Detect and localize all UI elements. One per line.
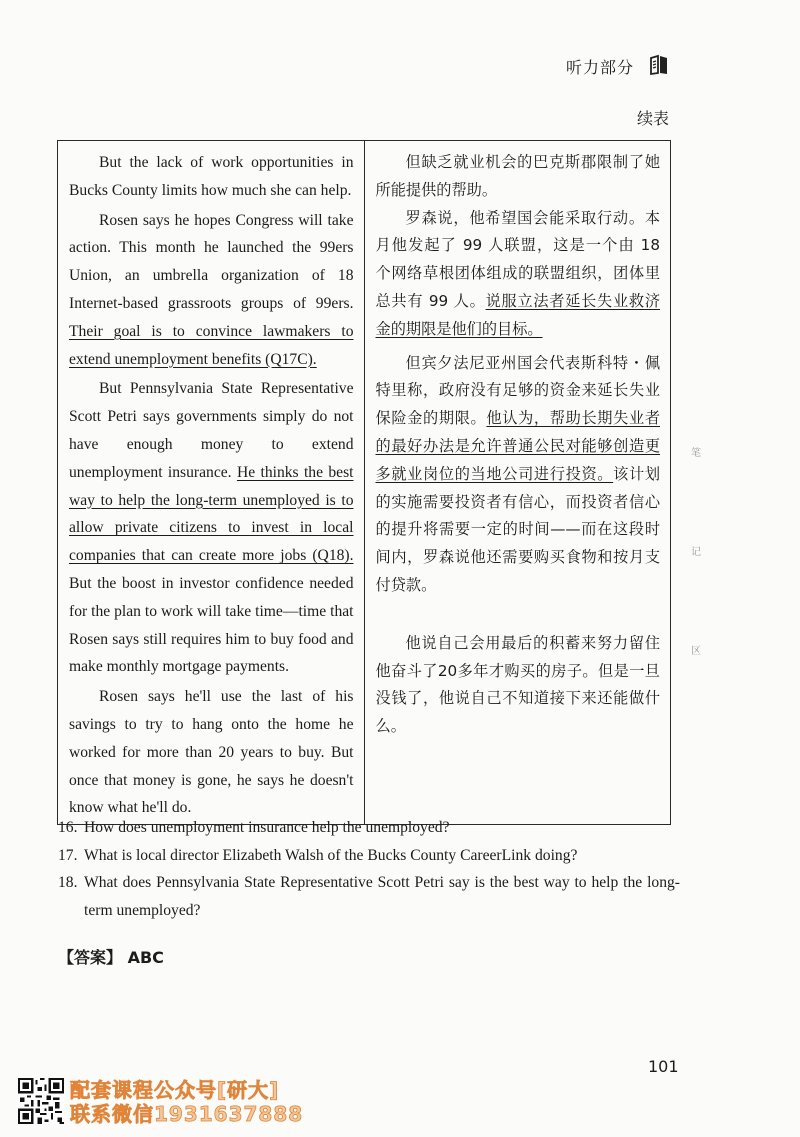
watermark-line-1: 配套课程公众号[研大]	[70, 1078, 280, 1102]
question-list	[58, 814, 680, 924]
watermark-line-2: 联系微信1931637888	[70, 1102, 304, 1126]
chinese-paragraph-3	[376, 350, 661, 600]
chinese-key-sentence-q17: 说服立法者延长失业救济金的期限是他们的目标。	[375, 291, 661, 338]
qr-code-icon	[18, 1078, 64, 1124]
english-text: Rosen says he hopes Congress will take action. This month he launched the 99ers Union, an umbrella organization of 18 Internet-based grassroots groups of 99ers.	[69, 211, 354, 312]
transcript-table	[57, 140, 671, 825]
chinese-paragraph-2	[376, 205, 661, 344]
notes-sidebar-char-2: 记	[691, 547, 701, 558]
question-text: What is local director Elizabeth Walsh of the Bucks County CareerLink doing?	[84, 846, 578, 864]
book-icon	[648, 54, 670, 76]
notes-sidebar-char-3: 区	[691, 646, 701, 657]
question-number: 16.	[58, 819, 78, 836]
page-number: 101	[648, 1057, 679, 1076]
english-column	[58, 141, 365, 825]
chinese-column	[364, 141, 671, 825]
question-text: How does unemployment insurance help the unemployed?	[84, 819, 450, 836]
chinese-paragraph-4: 他说自己会用最后的积蓄来努力留住他奋斗了20多年才购买的房子。但是一旦没钱了，他说自己不知道接下来还能做什么。	[375, 633, 660, 736]
english-key-sentence-q18: He thinks the best way to help the long-term unemployed is to allow private citizens to invest in local companies that can create more jobs (Q18).	[69, 463, 354, 565]
chinese-paragraph-1: 但缺乏就业机会的巴克斯郡限制了她所能提供的帮助。	[375, 153, 660, 199]
question-item	[58, 814, 680, 842]
english-paragraph-2	[69, 207, 354, 374]
question-number: 18.	[58, 874, 78, 892]
question-number: 17.	[58, 846, 78, 864]
question-text: What does Pennsylvania State Representative Scott Petri say is the best way to help the long-term unemployed?	[84, 874, 680, 919]
notes-sidebar-char-1: 笔	[691, 448, 701, 459]
english-text: But the boost in investor confidence needed for the plan to work will take time—time that Rosen says still requires him to buy food and make monthly mortgage payments.	[69, 574, 354, 676]
chinese-text: 该计划的实施需要投资者有信心，而投资者信心的提升将需要一定的时间——而在这段时间内，罗森说他还需要购买食物和按月支付贷款。	[375, 464, 661, 594]
continued-label: 续表	[637, 109, 670, 128]
answer-label: 【答案】	[58, 948, 123, 967]
english-text: But Pennsylvania State Representative Scott Petri says governments simply do not have enough money to extend unemployment insurance.	[69, 380, 354, 481]
answer-value: ABC	[127, 948, 164, 967]
chinese-text: 罗森说，他希望国会能采取行动。本月他发起了 99 人联盟，这是一个由 18 个网络草根团体组成的联盟组织，团体里总共有 99 人。	[375, 208, 660, 310]
chinese-text: 但宾夕法尼亚州国会代表斯科特・佩特里称，政府没有足够的资金来延长失业保险金的期限。	[375, 353, 660, 428]
english-paragraph-1: But the lack of work opportunities in Bucks County limits how much she can help.	[69, 154, 354, 199]
chinese-key-sentence-q18: 他认为，帮助长期失业者的最好办法是允许普通公民对能够创造更多就业岗位的当地公司进行投资。	[375, 409, 661, 483]
english-paragraph-3	[69, 375, 354, 681]
question-item	[58, 842, 680, 870]
english-paragraph-4: Rosen says he'll use the last of his savings to try to hang onto the home he worked for more than 20 years to buy. But once that money is gone, he says he doesn't know what he'll do.	[69, 688, 354, 817]
answer-line	[58, 945, 164, 968]
question-item	[58, 869, 680, 924]
section-title: 听力部分	[566, 58, 635, 77]
english-key-sentence-q17: Their goal is to convince lawmakers to extend unemployment benefits (Q17C).	[69, 322, 354, 368]
